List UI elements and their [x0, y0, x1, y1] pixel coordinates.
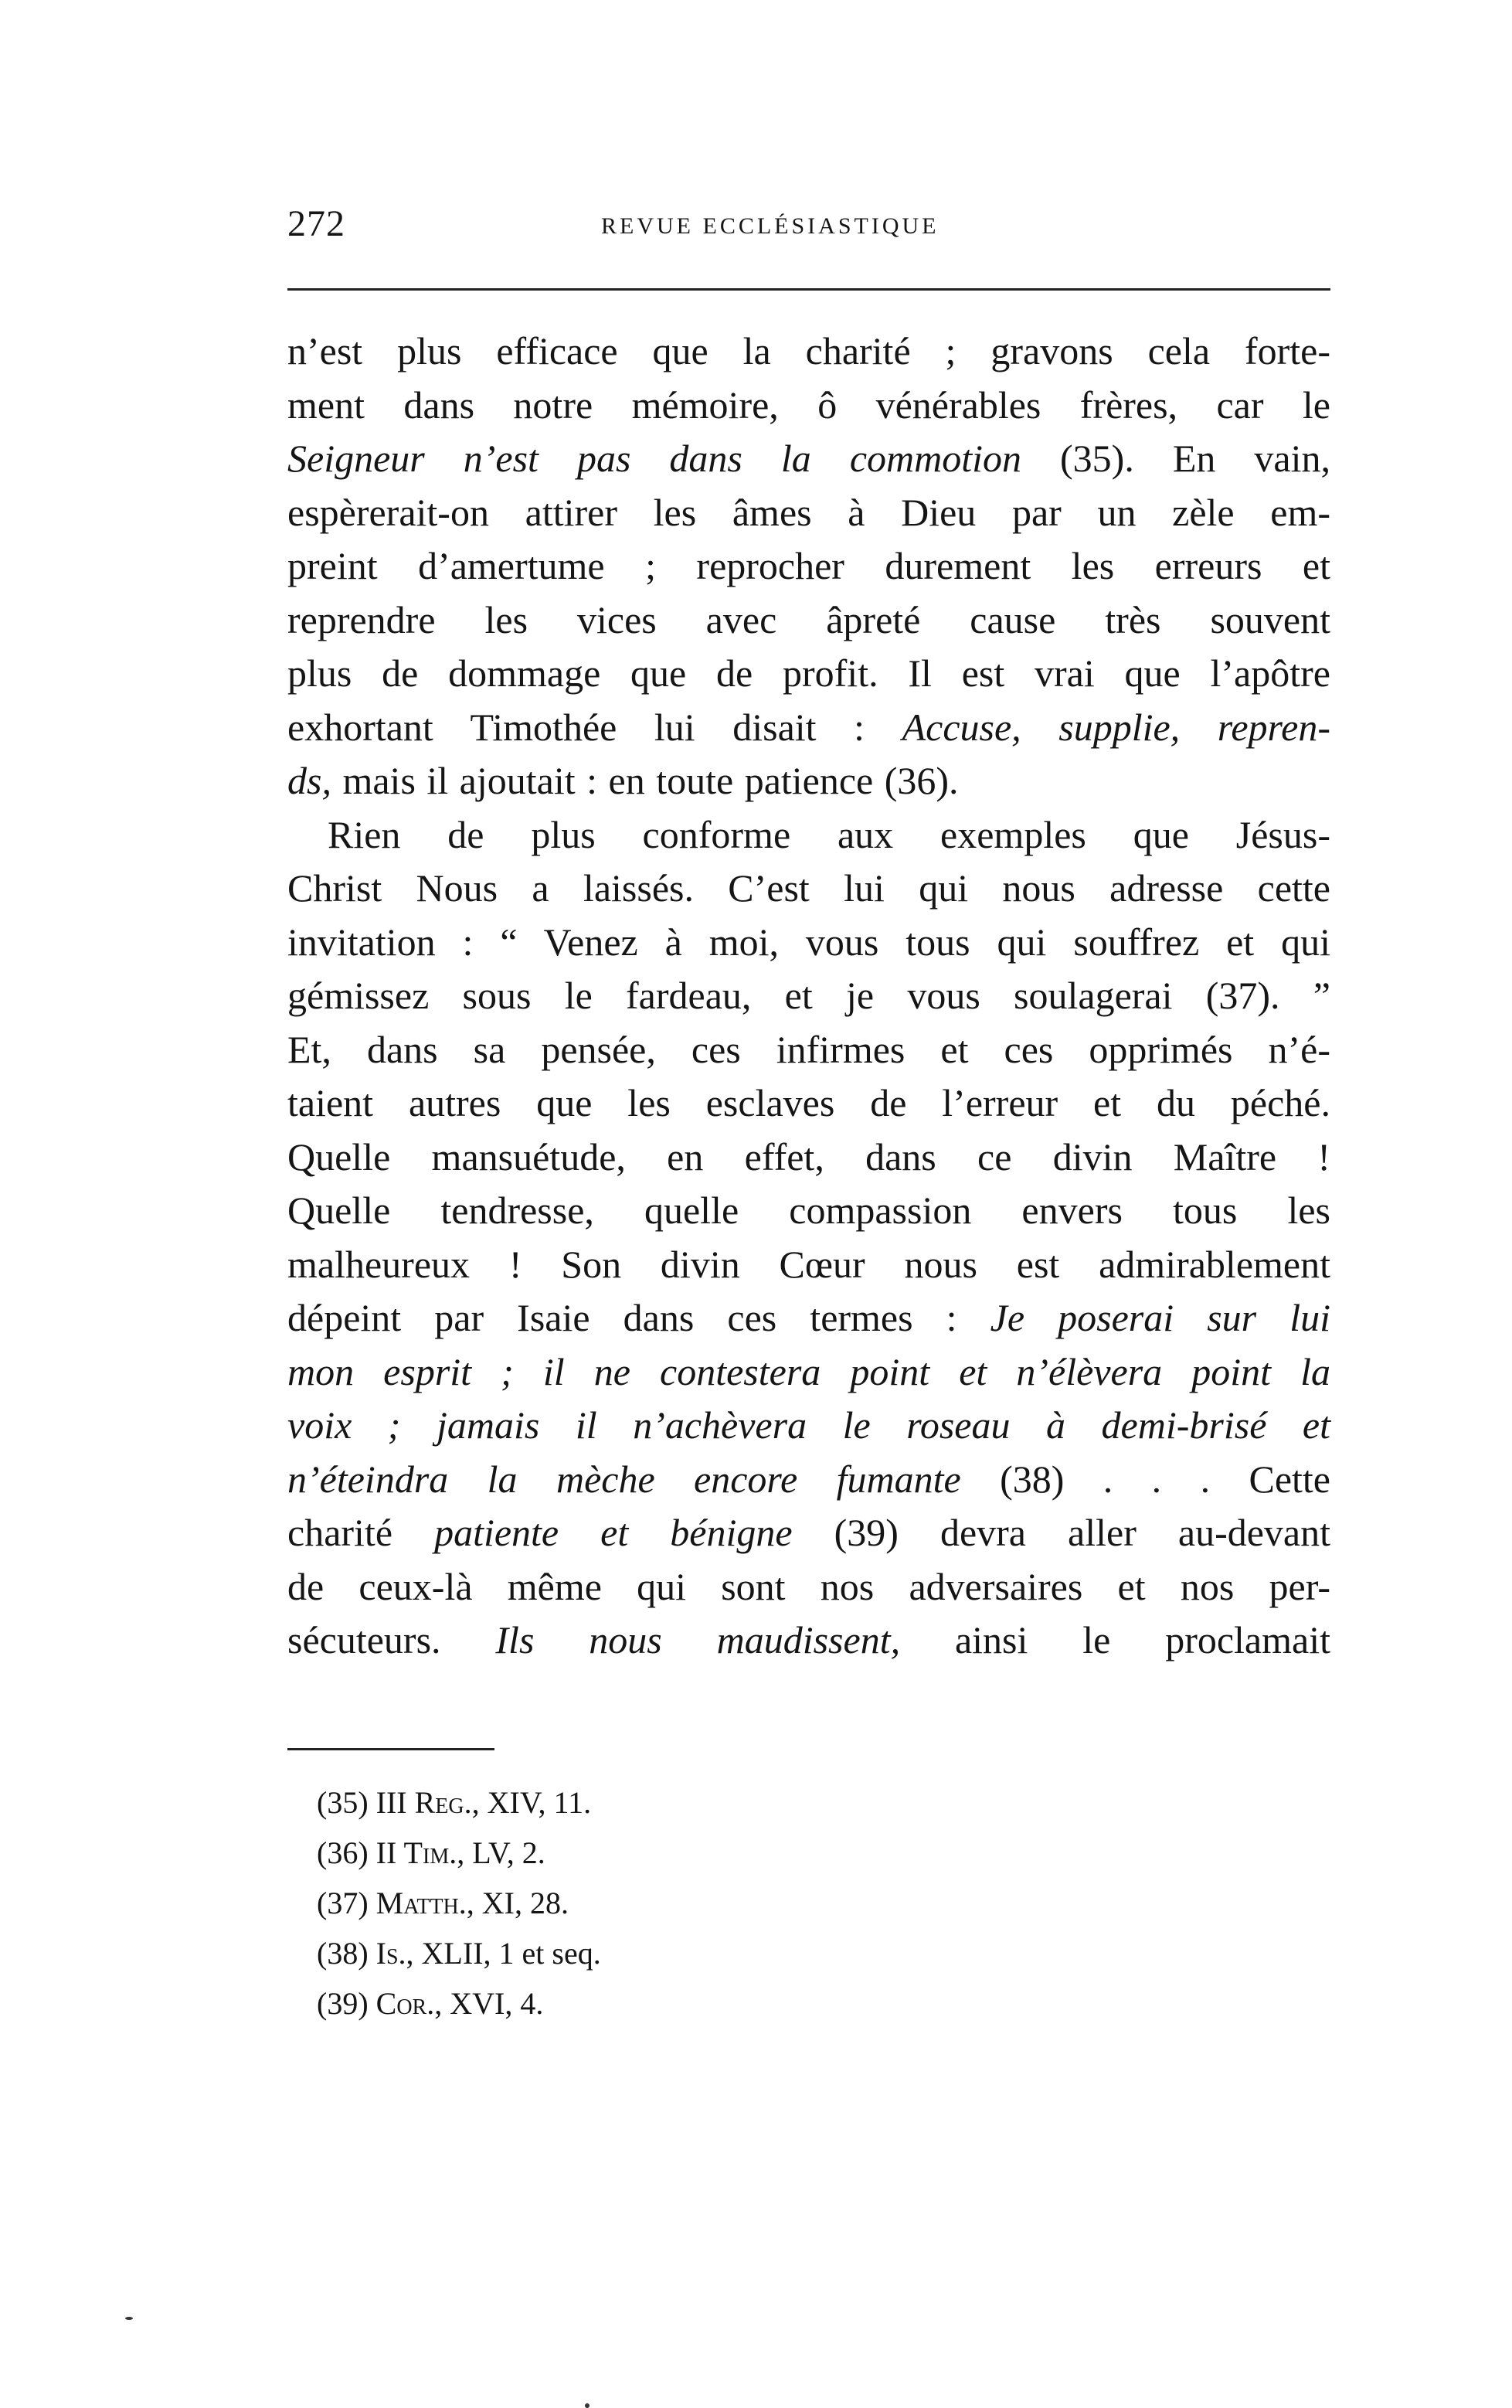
footnote-text: XVI, 4.: [442, 1986, 544, 2021]
text-segment: (39) devra aller au-devant: [792, 1511, 1331, 1554]
footnote-37: [317, 1878, 1012, 1928]
italic-phrase: mon esprit ; il ne contestera point et n’élèvera point la: [287, 1349, 1330, 1393]
running-title: REVUE ECCLÉSIASTIQUE: [601, 213, 939, 239]
footnote-number: (36): [317, 1835, 369, 1870]
footnote-35: [317, 1777, 1012, 1828]
italic-phrase: ds,: [287, 759, 331, 802]
text-line: malheureux ! Son divin Cœur nous est admirablement: [287, 1242, 1330, 1286]
text-segment: ainsi le proclamait: [900, 1618, 1330, 1661]
text-segment: mais il ajoutait : en toute patience (36).: [331, 759, 959, 802]
text-line: [287, 1506, 1330, 1560]
text-line: Christ Nous a laissés. C’est lui qui nous adresse cette: [287, 866, 1330, 910]
footnote-reference: Cor.,: [375, 1986, 443, 2021]
text-line: preint d’amertume ; reprocher durement les erreurs et: [287, 544, 1330, 587]
text-line: taient autres que les esclaves de l’erreur et du péché.: [287, 1081, 1330, 1124]
text-line: [287, 1345, 1330, 1400]
text-line: Quelle tendresse, quelle compassion envers tous les: [287, 1189, 1330, 1232]
footnote-text: XLII, 1 et seq.: [413, 1936, 601, 1971]
footnote-rule: [287, 1748, 494, 1750]
text-line: [287, 1291, 1330, 1345]
text-line: [287, 1614, 1330, 1668]
italic-phrase: Je poserai sur lui: [990, 1296, 1330, 1339]
footnote-reference: II Tim.,: [375, 1835, 465, 1870]
text-segment: dépeint par Isaie dans ces termes :: [287, 1296, 990, 1339]
footnote-reference: III Reg.,: [375, 1785, 480, 1820]
text-line: plus de dommage que de profit. Il est vrai que l’apôtre: [287, 651, 1330, 695]
body-text: [287, 325, 1330, 1668]
page-number: 272: [287, 203, 345, 244]
text-segment: exhortant Timothée lui disait :: [287, 705, 902, 749]
text-line: ment dans notre mémoire, ô vénérables frères, car le: [287, 383, 1330, 427]
italic-phrase: Seigneur n’est pas dans la commotion: [287, 437, 1022, 480]
italic-phrase: Ils nous maudissent,: [495, 1618, 901, 1661]
italic-phrase: n’éteindra la mèche encore fumante: [287, 1457, 961, 1501]
footnote-text: XI, 28.: [474, 1886, 569, 1920]
text-line: [287, 432, 1330, 486]
text-line: invitation : “ Venez à moi, vous tous qui souffrez et qui: [287, 920, 1330, 964]
footnote-number: (37): [317, 1886, 369, 1920]
ink-speck: [125, 2317, 133, 2320]
footnote-38: [317, 1928, 1012, 1978]
footnote-number: (35): [317, 1785, 369, 1820]
text-line: de ceux-là même qui sont nos adversaires et nos per-: [287, 1564, 1330, 1608]
text-line: [287, 754, 1330, 808]
footnote-39: [317, 1978, 1012, 2029]
italic-phrase: patiente et bénigne: [434, 1511, 793, 1554]
footnote-text: LV, 2.: [464, 1835, 545, 1870]
text-line: Rien de plus conforme aux exemples que Jésus-: [328, 812, 1330, 856]
text-line: gémissez sous le fardeau, et je vous soulagerai (37). ”: [287, 974, 1330, 1017]
header-rule: [287, 288, 1330, 291]
paragraph-1: [287, 325, 1330, 808]
italic-phrase: Accuse, supplie, repren-: [902, 705, 1330, 749]
text-line: [287, 1453, 1330, 1507]
footnote-36: [317, 1828, 1012, 1878]
text-line: espèrerait-on attirer les âmes à Dieu par un zèle em-: [287, 490, 1330, 534]
ink-speck: [585, 2403, 590, 2408]
text-line: [287, 1399, 1330, 1453]
text-segment: charité: [287, 1511, 435, 1554]
text-segment: sécuteurs.: [287, 1618, 496, 1661]
footnote-number: (39): [317, 1986, 369, 2021]
footnote-reference: Is.,: [375, 1936, 414, 1971]
text-line: n’est plus efficace que la charité ; gravons cela forte-: [287, 329, 1330, 372]
text-segment: (35). En vain,: [1021, 437, 1330, 480]
footnotes: [317, 1777, 1012, 2029]
footnote-number: (38): [317, 1936, 369, 1971]
text-segment: (38) . . . Cette: [960, 1457, 1330, 1501]
footnote-text: XIV, 11.: [479, 1785, 592, 1820]
text-line: Et, dans sa pensée, ces infirmes et ces opprimés n’é-: [287, 1027, 1330, 1071]
footnote-reference: Matth.,: [375, 1886, 474, 1920]
paragraph-2: [287, 808, 1330, 1668]
text-line: reprendre les vices avec âpreté cause très souvent: [287, 597, 1330, 641]
text-line: [287, 701, 1330, 755]
page-header: [287, 202, 1330, 249]
italic-phrase: voix ; jamais il n’achèvera le roseau à demi-brisé et: [287, 1403, 1330, 1447]
text-line: Quelle mansuétude, en effet, dans ce divin Maître !: [287, 1134, 1330, 1178]
